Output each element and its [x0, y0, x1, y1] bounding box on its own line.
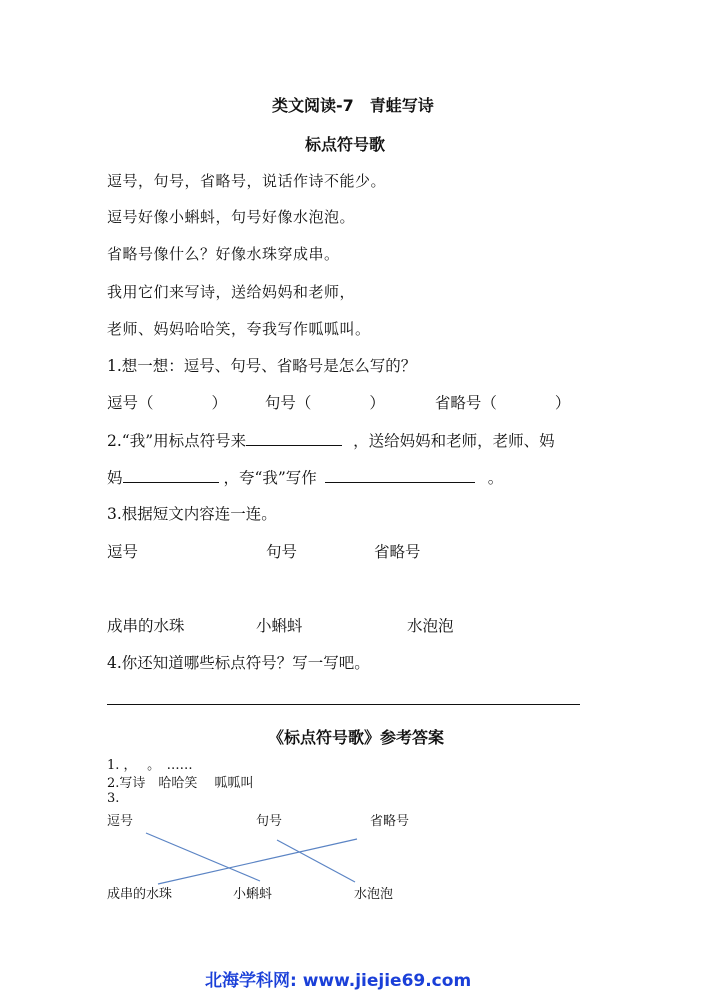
answer-top-comma: 逗号 — [107, 814, 134, 829]
question-1-prompt: 1.想一想：逗号、句号、省略号是怎么写的？ — [107, 357, 417, 375]
answer-line-1: 1. ， 。 …… — [107, 758, 193, 773]
q2-part1: 2.“我”用标点符号来 — [107, 432, 247, 450]
q2-part2: ，送给妈妈和老师，老师、妈 — [353, 432, 555, 450]
answer-line-3: 3. — [107, 791, 120, 806]
answer-top-period: 句号 — [256, 814, 283, 829]
answer-title: 《标点符号歌》参考答案 — [268, 728, 445, 747]
q1-ellipsis-close: ） — [554, 394, 571, 412]
q1-comma-label: 逗号（ — [107, 394, 154, 412]
answer-line-2: 2.写诗 哈哈笑 呱呱叫 — [107, 776, 254, 791]
page-title: 类文阅读-7 青蛙写诗 — [272, 96, 434, 115]
q2-part4: ，夸“我”写作 — [223, 469, 317, 487]
q3-bottom-bubble: 水泡泡 — [407, 617, 454, 635]
q2-part3: 妈 — [107, 469, 123, 487]
answer-bottom-tadpole: 小蝌蚪 — [233, 887, 273, 902]
poem-line-1: 逗号，句号，省略号，说话作诗不能少。 — [107, 172, 387, 190]
q3-top-ellipsis: 省略号 — [374, 543, 421, 561]
q3-bottom-tadpole: 小蝌蚪 — [256, 617, 303, 635]
poem-line-2: 逗号好像小蝌蚪，句号好像水泡泡。 — [107, 208, 356, 226]
question-3-prompt: 3.根据短文内容连一连。 — [107, 505, 277, 523]
q1-period-close: ） — [369, 394, 385, 412]
answer-top-ellipsis: 省略号 — [370, 814, 410, 829]
answer-bottom-bubble: 水泡泡 — [354, 887, 394, 902]
q1-comma-close: ） — [211, 394, 228, 412]
q3-top-comma: 逗号 — [107, 543, 139, 561]
match-line-period-bubble — [277, 840, 355, 882]
poem-line-5: 老师、妈妈哈哈笑，夸我写作呱呱叫。 — [107, 320, 371, 338]
q3-top-period: 句号 — [266, 543, 298, 561]
q2-part5: 。 — [487, 469, 504, 487]
q1-period-label: 句号（ — [264, 394, 312, 412]
poem-line-3: 省略号像什么？好像水珠穿成串。 — [107, 245, 340, 263]
poem-line-4: 我用它们来写诗，送给妈妈和老师， — [107, 283, 356, 301]
q1-ellipsis-label: 省略号（ — [434, 394, 497, 412]
question-4-prompt: 4.你还知道哪些标点符号？写一写吧。 — [107, 654, 370, 672]
poem-title: 标点符号歌 — [305, 135, 386, 154]
answer-bottom-beads: 成串的水珠 — [107, 887, 173, 902]
match-line-ellipsis-beads — [158, 839, 357, 884]
footer-watermark: 北海学科网: www.jiejie69.com — [205, 971, 472, 991]
q3-bottom-beads: 成串的水珠 — [107, 617, 185, 635]
